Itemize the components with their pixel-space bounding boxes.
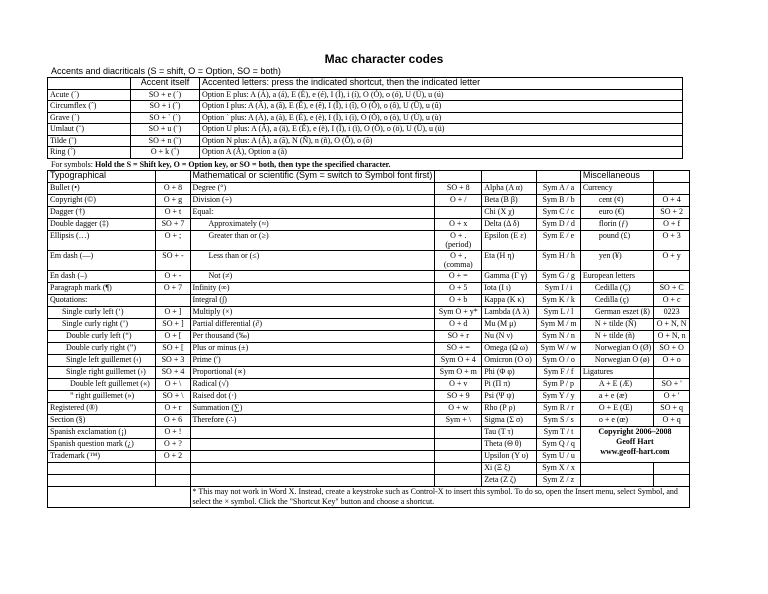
accents-row <box>48 112 683 124</box>
char-shortcut: SO + - <box>156 250 190 270</box>
misc-shortcut: SO + ' <box>654 378 690 390</box>
char-shortcut: O + r <box>156 402 190 414</box>
accent-letters: Option N plus: A (Ã), a (ã), N (Ñ), n (ñ), O (Õ), o (õ) <box>200 135 683 147</box>
accent-letters: Option A (Å), Option a (å) <box>200 147 683 159</box>
accent-letters: Option U plus: A (Ä), a (ä), E (Ë), e (ë), I (Ï), i (ï), O (Ö), o (ö), U (Ü), u (ü) <box>200 124 683 136</box>
greek-shortcut: Sym W / w <box>537 342 581 354</box>
greek-shortcut: Sym P / p <box>537 378 581 390</box>
greek-shortcut: Sym D / d <box>537 219 581 231</box>
char-name: Dagger (†) <box>48 207 156 219</box>
math-shortcut: O + . (period) <box>435 231 482 251</box>
accent-name: Acute (´) <box>48 89 131 101</box>
symbols-header-cell <box>156 171 190 183</box>
symbols-row <box>48 282 690 294</box>
math-name <box>190 462 435 474</box>
char-shortcut: O + ; <box>156 231 190 251</box>
greek-shortcut: Sym E / e <box>537 231 581 251</box>
char-name: Double dagger (‡) <box>48 219 156 231</box>
symbols-header-cell <box>537 171 581 183</box>
char-name: Double left guillemet («) <box>48 378 156 390</box>
misc-shortcut <box>654 183 690 195</box>
accents-subtitle: Accents and diacriticals (S = shift, O = Option, SO = both) <box>51 66 281 76</box>
symbols-row <box>48 474 690 486</box>
symbols-row <box>48 330 690 342</box>
math-shortcut: O + , (comma) <box>435 250 482 270</box>
char-name <box>48 474 156 486</box>
accent-name: Umlaut (¨) <box>48 124 131 136</box>
misc-shortcut: SO + O <box>654 342 690 354</box>
accent-shortcut: SO + e (´) <box>131 89 200 101</box>
char-name: Trademark (™) <box>48 450 156 462</box>
char-shortcut: O + 6 <box>156 414 190 426</box>
math-name: Integral (∫) <box>190 294 435 306</box>
greek-name: Upsilon (Υ υ) <box>482 450 537 462</box>
greek-name: Omega (Ω ω) <box>482 342 537 354</box>
misc-shortcut: O + N, N <box>654 318 690 330</box>
math-shortcut: O + 5 <box>435 282 482 294</box>
char-shortcut: O + 2 <box>156 450 190 462</box>
copyright-line: Copyright 2006–2008 <box>598 426 672 436</box>
misc-shortcut: SO + q <box>654 402 690 414</box>
math-shortcut <box>435 438 482 450</box>
greek-name: Omicron (Ο ο) <box>482 354 537 366</box>
misc-name: German eszet (ß) <box>580 306 653 318</box>
char-shortcut <box>156 462 190 474</box>
symbols-header-cell: Mathematical or scientific (Sym = switch to Symbol font first) <box>190 171 435 183</box>
accent-shortcut: SO + n (˜) <box>131 135 200 147</box>
greek-shortcut: Sym H / h <box>537 250 581 270</box>
greek-shortcut: Sym T / t <box>537 426 581 438</box>
accent-letters: Option ` plus: A (À), a (à), E (È), e (è), I (Ì), i (ì), O (Ò), o (ò), U (Ù), u (ù) <box>200 112 683 124</box>
footnote: * This may not work in Word X. Instead, create a keystroke such as Control-X to insert this symbol. To do so, open the Insert menu, select Symbol, and select the × symbol. Click the "Shortcut Key" button and choose a shortcut. <box>190 486 690 507</box>
greek-shortcut: Sym C / c <box>537 207 581 219</box>
char-name: Spanish question mark (¿) <box>48 438 156 450</box>
copyright-url: www.geoff-hart.com <box>600 446 670 456</box>
greek-name: Xi (Ξ ξ) <box>482 462 537 474</box>
misc-name: Norwegian O (ø) <box>580 354 653 366</box>
char-name: Single left guillemet (‹) <box>48 354 156 366</box>
greek-name: Chi (Χ χ) <box>482 207 537 219</box>
math-shortcut <box>435 474 482 486</box>
char-shortcut: O + g <box>156 195 190 207</box>
char-name: Ellipsis (…) <box>48 231 156 251</box>
greek-shortcut: Sym A / a <box>537 183 581 195</box>
math-name: Prime (′) <box>190 354 435 366</box>
misc-name <box>580 474 653 486</box>
symbols-row <box>48 414 690 426</box>
char-name: Spanish exclamation (¡) <box>48 426 156 438</box>
misc-name: O + E (Œ) <box>580 402 653 414</box>
symbols-row <box>48 354 690 366</box>
accent-shortcut: SO + u (¨) <box>131 124 200 136</box>
misc-name: European letters <box>580 270 653 282</box>
char-shortcut: SO + [ <box>156 342 190 354</box>
page-title: Mac character codes <box>324 52 444 66</box>
char-shortcut: SO + ] <box>156 318 190 330</box>
symbols-header-row <box>48 171 690 183</box>
char-name: ” right guillemet (») <box>48 390 156 402</box>
char-name: En dash (–) <box>48 270 156 282</box>
misc-name: o + e (œ) <box>580 414 653 426</box>
symbols-row <box>48 207 690 219</box>
misc-name: N + tilde (Ñ) <box>580 318 653 330</box>
misc-name: pound (£) <box>580 231 653 251</box>
greek-shortcut: Sym G / g <box>537 270 581 282</box>
char-shortcut: O + ] <box>156 306 190 318</box>
math-name: Partial differential (∂) <box>190 318 435 330</box>
char-shortcut: SO + 4 <box>156 366 190 378</box>
math-shortcut: O + x <box>435 219 482 231</box>
math-shortcut: O + = <box>435 270 482 282</box>
char-name: Quotations: <box>48 294 156 306</box>
math-shortcut: O + / <box>435 195 482 207</box>
misc-shortcut: O + 4 <box>654 195 690 207</box>
greek-name: Rho (Ρ ρ) <box>482 402 537 414</box>
greek-shortcut: Sym O / o <box>537 354 581 366</box>
symbols-row <box>48 426 690 438</box>
greek-name: Theta (Θ θ) <box>482 438 537 450</box>
char-shortcut: O + - <box>156 270 190 282</box>
greek-shortcut: Sym M / m <box>537 318 581 330</box>
math-name <box>190 438 435 450</box>
symbols-row <box>48 366 690 378</box>
greek-name: Zeta (Ζ ζ) <box>482 474 537 486</box>
math-name: Plus or minus (±) <box>190 342 435 354</box>
accents-header-cell <box>48 78 131 90</box>
symbols-header-cell <box>482 171 537 183</box>
math-name: Therefore (∴) <box>190 414 435 426</box>
greek-name: Phi (Φ φ) <box>482 366 537 378</box>
symbols-row <box>48 183 690 195</box>
symbols-row <box>48 306 690 318</box>
accents-header-row <box>48 78 683 90</box>
misc-shortcut <box>654 474 690 486</box>
symbols-row <box>48 250 690 270</box>
char-shortcut: O + ! <box>156 426 190 438</box>
greek-shortcut: Sym X / x <box>537 462 581 474</box>
math-shortcut <box>435 207 482 219</box>
char-shortcut: O + 8 <box>156 183 190 195</box>
greek-shortcut: Sym F / f <box>537 366 581 378</box>
footnote-row <box>48 486 690 507</box>
copyright-author: Geoff Hart <box>616 436 654 446</box>
accent-shortcut: SO + ` (`) <box>131 112 200 124</box>
misc-shortcut: O + c <box>654 294 690 306</box>
math-shortcut: O + b <box>435 294 482 306</box>
char-shortcut: SO + 7 <box>156 219 190 231</box>
math-name: Proportional (∝) <box>190 366 435 378</box>
misc-shortcut: 0223 <box>654 306 690 318</box>
greek-name: Lambda (Λ λ) <box>482 306 537 318</box>
char-name: Paragraph mark (¶) <box>48 282 156 294</box>
accents-row <box>48 89 683 101</box>
math-name: Summation (∑) <box>190 402 435 414</box>
greek-name: Beta (Β β) <box>482 195 537 207</box>
greek-name: Pi (Π π) <box>482 378 537 390</box>
math-shortcut <box>435 426 482 438</box>
accent-name: Grave (`) <box>48 112 131 124</box>
symbols-row <box>48 342 690 354</box>
misc-name: Currency <box>580 183 653 195</box>
copyright-block <box>580 426 689 462</box>
math-shortcut: Sym + \ <box>435 414 482 426</box>
greek-name: Iota (Ι ι) <box>482 282 537 294</box>
math-shortcut: Sym O + 4 <box>435 354 482 366</box>
misc-shortcut <box>654 462 690 474</box>
greek-name: Kappa (Κ κ) <box>482 294 537 306</box>
char-name: Section (§) <box>48 414 156 426</box>
greek-name: Epsilon (Ε ε) <box>482 231 537 251</box>
symbols-table <box>47 170 690 508</box>
accents-row <box>48 101 683 113</box>
char-name: Bullet (•) <box>48 183 156 195</box>
symbols-row <box>48 231 690 251</box>
char-shortcut: SO + 3 <box>156 354 190 366</box>
math-shortcut: O + w <box>435 402 482 414</box>
char-shortcut: O + ? <box>156 438 190 450</box>
symbols-row <box>48 390 690 402</box>
math-shortcut: SO + r <box>435 330 482 342</box>
math-name: Degree (°) <box>190 183 435 195</box>
greek-shortcut: Sym L / l <box>537 306 581 318</box>
accents-row <box>48 147 683 159</box>
char-name: Em dash (—) <box>48 250 156 270</box>
misc-shortcut: O + 3 <box>654 231 690 251</box>
greek-name: Sigma (Σ σ) <box>482 414 537 426</box>
greek-shortcut: Sym N / n <box>537 330 581 342</box>
greek-shortcut: Sym B / b <box>537 195 581 207</box>
char-shortcut <box>156 294 190 306</box>
char-name: Single curly left (‘) <box>48 306 156 318</box>
math-name: Multiply (×) <box>190 306 435 318</box>
accents-row <box>48 135 683 147</box>
accent-shortcut: O + k (˚) <box>131 147 200 159</box>
greek-name: Alpha (Α α) <box>482 183 537 195</box>
symbols-row <box>48 270 690 282</box>
symbols-instruction: For symbols: Hold the S = Shift key, O = Option key, or SO = both, then type the specified character. <box>51 160 391 169</box>
misc-name: Ligatures <box>580 366 653 378</box>
symbols-row <box>48 219 690 231</box>
math-name: Infinity (∞) <box>190 282 435 294</box>
misc-name: euro (€) <box>580 207 653 219</box>
accent-name: Tilde (˜) <box>48 135 131 147</box>
greek-name: Psi (Ψ ψ) <box>482 390 537 402</box>
misc-shortcut: SO + 2 <box>654 207 690 219</box>
char-name <box>48 462 156 474</box>
math-name: Approximately (≈) <box>190 219 435 231</box>
accents-header-cell: Accent itself <box>131 78 200 90</box>
accents-row <box>48 124 683 136</box>
symbols-row <box>48 402 690 414</box>
char-shortcut: SO + \ <box>156 390 190 402</box>
math-name: Division (÷) <box>190 195 435 207</box>
math-name: Greater than or (≥) <box>190 231 435 251</box>
greek-name: Nu (Ν ν) <box>482 330 537 342</box>
char-name: Double curly left (“) <box>48 330 156 342</box>
math-shortcut <box>435 450 482 462</box>
math-name <box>190 426 435 438</box>
symbols-header-cell: Typographical <box>48 171 156 183</box>
math-shortcut: SO + = <box>435 342 482 354</box>
accent-letters: Option I plus: A (Â), a (â), E (Ê), e (ê), I (Î), i (î), O (Ô), o (ô), U (Û), u (û) <box>200 101 683 113</box>
greek-name: Tau (Τ τ) <box>482 426 537 438</box>
misc-name: yen (¥) <box>580 250 653 270</box>
symbols-header-cell <box>654 171 690 183</box>
symbols-row <box>48 462 690 474</box>
greek-shortcut: Sym U / u <box>537 450 581 462</box>
math-name: Equal: <box>190 207 435 219</box>
misc-name: cent (¢) <box>580 195 653 207</box>
symbols-row <box>48 294 690 306</box>
accents-table <box>47 77 683 159</box>
char-shortcut: O + \ <box>156 378 190 390</box>
greek-shortcut: Sym I / i <box>537 282 581 294</box>
blank-cell <box>48 486 191 507</box>
symbols-row <box>48 378 690 390</box>
misc-name: florin (ƒ) <box>580 219 653 231</box>
symbols-row <box>48 195 690 207</box>
math-shortcut: Sym O + y* <box>435 306 482 318</box>
char-name: Copyright (©) <box>48 195 156 207</box>
math-shortcut: Sym O + m <box>435 366 482 378</box>
char-shortcut: O + 7 <box>156 282 190 294</box>
math-name <box>190 450 435 462</box>
char-shortcut: O + [ <box>156 330 190 342</box>
char-name: Single right guillemet (›) <box>48 366 156 378</box>
char-name: Double curly right (”) <box>48 342 156 354</box>
accent-letters: Option E plus: A (Á), a (á), E (É), e (é), I (Í), i (í), O (Ó), o (ó), U (Ú), u (ú) <box>200 89 683 101</box>
char-name: Registered (®) <box>48 402 156 414</box>
misc-name: A + E (Æ) <box>580 378 653 390</box>
accent-shortcut: SO + i (ˆ) <box>131 101 200 113</box>
misc-shortcut: O + N, n <box>654 330 690 342</box>
misc-name: a + e (æ) <box>580 390 653 402</box>
math-shortcut: SO + 9 <box>435 390 482 402</box>
greek-name: Mu (Μ μ) <box>482 318 537 330</box>
char-name: Single curly right (’) <box>48 318 156 330</box>
greek-shortcut: Sym R / r <box>537 402 581 414</box>
greek-name: Gamma (Γ γ) <box>482 270 537 282</box>
accent-name: Ring (˚) <box>48 147 131 159</box>
symbols-row <box>48 318 690 330</box>
misc-shortcut <box>654 270 690 282</box>
accent-name: Circumflex (ˆ) <box>48 101 131 113</box>
math-name: Per thousand (‰) <box>190 330 435 342</box>
misc-name: Norwegian O (Ø) <box>580 342 653 354</box>
misc-name <box>580 462 653 474</box>
greek-shortcut: Sym K / k <box>537 294 581 306</box>
greek-shortcut: Sym Q / q <box>537 438 581 450</box>
symbols-header-cell <box>435 171 482 183</box>
misc-name: Cedilla (ç) <box>580 294 653 306</box>
math-shortcut <box>435 462 482 474</box>
misc-shortcut: O + q <box>654 414 690 426</box>
misc-shortcut: O + ' <box>654 390 690 402</box>
accents-header-cell: Accented letters: press the indicated shortcut, then the indicated letter <box>200 78 683 90</box>
greek-name: Delta (Δ δ) <box>482 219 537 231</box>
symbols-header-cell: Miscellaneous <box>580 171 653 183</box>
misc-shortcut: O + o <box>654 354 690 366</box>
math-name: Raised dot (·) <box>190 390 435 402</box>
math-name <box>190 474 435 486</box>
math-name: Less than or (≤) <box>190 250 435 270</box>
misc-shortcut: O + y <box>654 250 690 270</box>
greek-name: Eta (Η η) <box>482 250 537 270</box>
char-shortcut <box>156 474 190 486</box>
misc-shortcut <box>654 366 690 378</box>
math-shortcut: SO + 8 <box>435 183 482 195</box>
misc-name: Cedilla (Ç) <box>580 282 653 294</box>
misc-name: N + tilde (ñ) <box>580 330 653 342</box>
greek-shortcut: Sym Y / y <box>537 390 581 402</box>
math-name: Radical (√) <box>190 378 435 390</box>
misc-shortcut: O + f <box>654 219 690 231</box>
misc-shortcut: SO + C <box>654 282 690 294</box>
math-shortcut: O + d <box>435 318 482 330</box>
char-shortcut: O + t <box>156 207 190 219</box>
greek-shortcut: Sym S / s <box>537 414 581 426</box>
math-shortcut: O + v <box>435 378 482 390</box>
greek-shortcut: Sym Z / z <box>537 474 581 486</box>
math-name: Not (≠) <box>190 270 435 282</box>
